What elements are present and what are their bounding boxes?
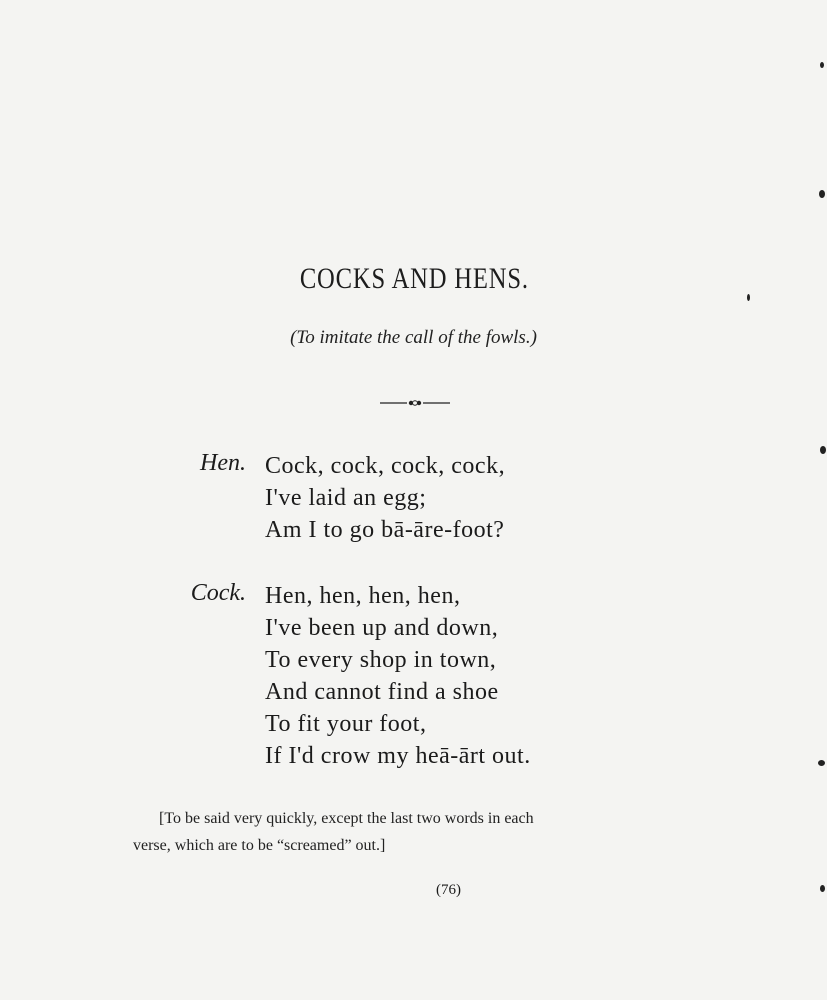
verse-line: To every shop in town, bbox=[265, 647, 497, 673]
scan-speck bbox=[819, 190, 825, 198]
verse-line: I've been up and down, bbox=[265, 615, 499, 641]
note-line: [To be said very quickly, except the last two words in each bbox=[159, 810, 534, 827]
scan-speck bbox=[820, 885, 825, 892]
verse-line: And cannot find a shoe bbox=[265, 679, 499, 705]
verse-line: Hen, hen, hen, hen, bbox=[265, 583, 461, 609]
speaker-hen: Hen. bbox=[200, 450, 246, 476]
stanza-cock bbox=[265, 580, 531, 772]
note-line: verse, which are to be “screamed” out.] bbox=[133, 837, 386, 854]
verse-line: Am I to go bā-āre-foot? bbox=[265, 517, 505, 543]
speaker-cock: Cock. bbox=[190, 580, 246, 606]
verse-line: To fit your foot, bbox=[265, 711, 427, 737]
verse-line: Cock, cock, cock, cock, bbox=[265, 453, 506, 479]
scan-speck bbox=[820, 446, 826, 454]
poem-title: COCKS AND HENS. bbox=[299, 262, 529, 295]
scan-speck bbox=[820, 62, 824, 68]
scan-speck bbox=[818, 760, 825, 766]
poem-subtitle: (To imitate the call of the fowls.) bbox=[290, 327, 537, 348]
performance-note bbox=[133, 805, 703, 859]
stanza-hen bbox=[265, 450, 505, 546]
page-number: (76) bbox=[436, 882, 461, 898]
ornament-divider-icon bbox=[380, 396, 450, 410]
scan-speck bbox=[747, 294, 750, 301]
verse-line: I've laid an egg; bbox=[265, 485, 427, 511]
verse-line: If I'd crow my heā-ārt out. bbox=[265, 743, 531, 769]
